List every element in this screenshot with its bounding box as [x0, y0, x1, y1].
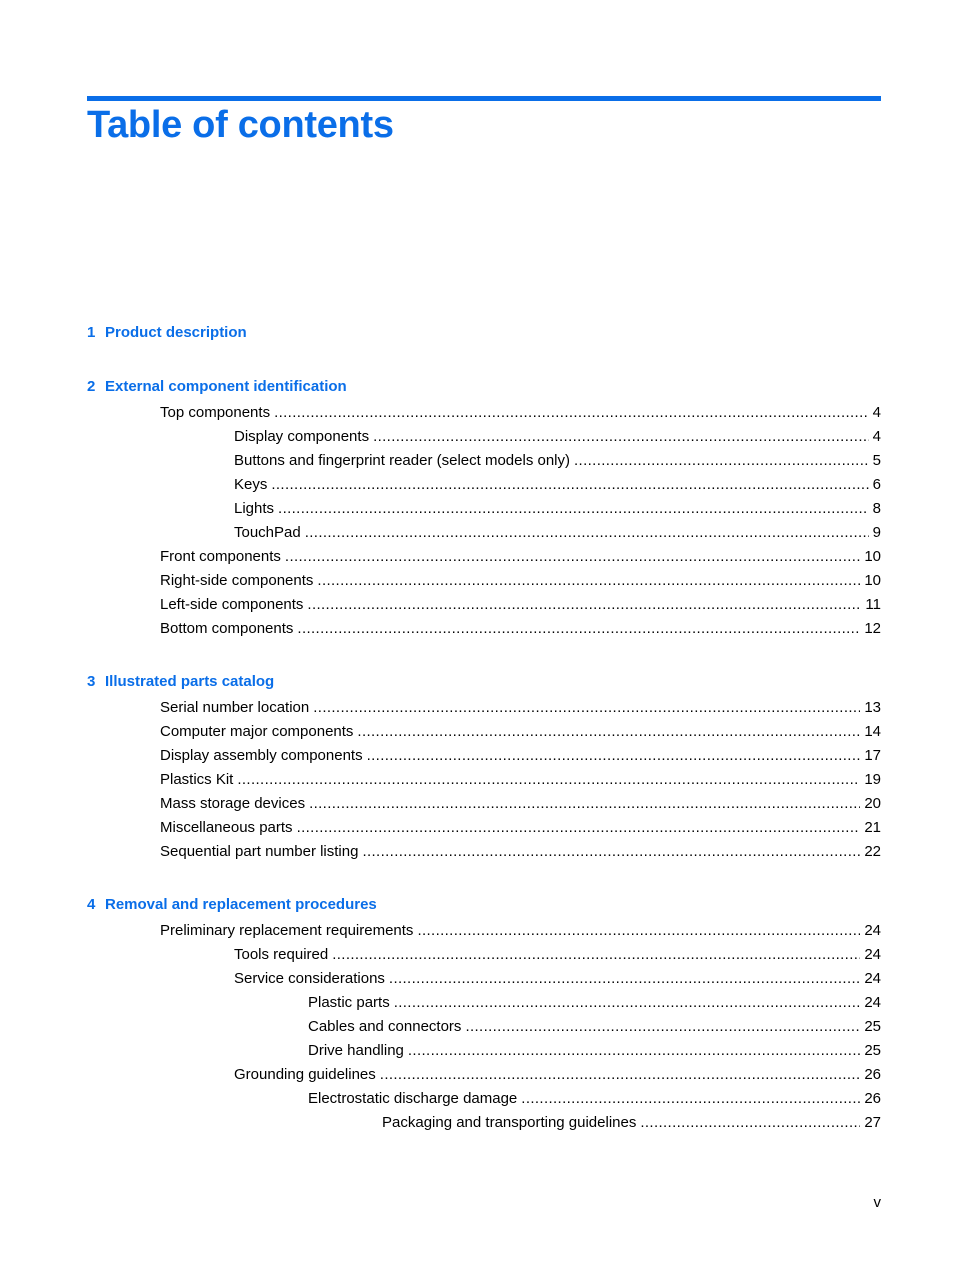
page-number: v — [873, 1194, 881, 1211]
toc-entry[interactable] — [382, 1114, 881, 1132]
dot-leader — [417, 922, 860, 940]
toc-entry[interactable] — [234, 500, 881, 518]
toc-entry[interactable] — [308, 1042, 881, 1060]
dot-leader — [285, 548, 860, 566]
dot-leader — [465, 1018, 860, 1036]
toc-entry[interactable] — [160, 404, 881, 422]
toc-entry-page: 8 — [872, 500, 881, 517]
toc-entry-title: Sequential part number listing — [160, 843, 359, 860]
chapter-number: 2 — [87, 378, 96, 395]
chapter-number: 4 — [87, 896, 96, 913]
toc-entry[interactable] — [234, 476, 881, 494]
toc-entry-page: 24 — [864, 970, 881, 987]
toc-entry[interactable] — [308, 994, 881, 1012]
toc-entry-title: Plastics Kit — [160, 771, 234, 788]
toc-entry-page: 5 — [872, 452, 881, 469]
toc-entry-page: 17 — [864, 747, 881, 764]
toc-entry-page: 14 — [864, 723, 881, 740]
dot-leader — [237, 771, 860, 789]
chapter-heading[interactable] — [87, 896, 377, 914]
dot-leader — [362, 843, 860, 861]
toc-entry-page: 25 — [864, 1018, 881, 1035]
toc-entry-title: Grounding guidelines — [234, 1066, 376, 1083]
toc-entry-title: Bottom components — [160, 620, 294, 637]
toc-entry-page: 24 — [864, 922, 881, 939]
chapter-heading[interactable] — [87, 324, 247, 342]
toc-entry-title: Lights — [234, 500, 275, 517]
toc-entry[interactable] — [308, 1018, 881, 1036]
dot-leader — [307, 596, 861, 614]
toc-entry-title: Packaging and transporting guidelines — [382, 1114, 637, 1131]
dot-leader — [332, 946, 860, 964]
dot-leader — [380, 1066, 861, 1084]
toc-entry[interactable] — [160, 843, 881, 861]
toc-entry[interactable] — [160, 795, 881, 813]
toc-entry-title: Plastic parts — [308, 994, 390, 1011]
toc-entry-page: 6 — [872, 476, 881, 493]
toc-entry[interactable] — [160, 723, 881, 741]
chapter-title: External component identification — [105, 378, 347, 395]
toc-entry[interactable] — [160, 819, 881, 837]
toc-entry-page: 26 — [864, 1066, 881, 1083]
toc-entry[interactable] — [160, 699, 881, 717]
toc-entry-title: Serial number location — [160, 699, 310, 716]
toc-entry-title: Electrostatic discharge damage — [308, 1090, 518, 1107]
toc-entry-title: Right-side components — [160, 572, 314, 589]
toc-entry-title: Computer major components — [160, 723, 354, 740]
toc-entry-title: Drive handling — [308, 1042, 404, 1059]
toc-entry[interactable] — [234, 1066, 881, 1084]
chapter-title: Illustrated parts catalog — [105, 673, 275, 690]
toc-entry-page: 4 — [872, 404, 881, 421]
dot-leader — [373, 428, 869, 446]
toc-entry-title: Display assembly components — [160, 747, 363, 764]
toc-entry[interactable] — [160, 771, 881, 789]
dot-leader — [278, 500, 869, 518]
toc-entry-title: Tools required — [234, 946, 329, 963]
toc-entry-page: 12 — [864, 620, 881, 637]
dot-leader — [271, 476, 868, 494]
toc-entry[interactable] — [160, 620, 881, 638]
chapter-title: Removal and replacement procedures — [105, 896, 377, 913]
toc-entry[interactable] — [234, 524, 881, 542]
toc-entry-page: 19 — [864, 771, 881, 788]
chapter-heading[interactable] — [87, 673, 274, 691]
toc-entry-title: Cables and connectors — [308, 1018, 462, 1035]
toc-entry[interactable] — [234, 452, 881, 470]
dot-leader — [313, 699, 860, 717]
toc-entry-page: 20 — [864, 795, 881, 812]
toc-entry[interactable] — [234, 428, 881, 446]
dot-leader — [305, 524, 869, 542]
toc-entry-title: Preliminary replacement requirements — [160, 922, 414, 939]
dot-leader — [640, 1114, 860, 1132]
chapter-title: Product description — [105, 324, 247, 341]
toc-entry-title: Keys — [234, 476, 268, 493]
toc-entry-page: 26 — [864, 1090, 881, 1107]
dot-leader — [367, 747, 861, 765]
toc-entry-page: 22 — [864, 843, 881, 860]
dot-leader — [297, 620, 860, 638]
toc-entry[interactable] — [160, 572, 881, 590]
dot-leader — [297, 819, 861, 837]
dot-leader — [394, 994, 861, 1012]
chapter-number: 3 — [87, 673, 96, 690]
chapter-number: 1 — [87, 324, 96, 341]
toc-entry-page: 13 — [864, 699, 881, 716]
dot-leader — [274, 404, 869, 422]
toc-entry-title: Miscellaneous parts — [160, 819, 293, 836]
dot-leader — [389, 970, 860, 988]
toc-entry-page: 10 — [864, 572, 881, 589]
toc-entry-title: Front components — [160, 548, 281, 565]
toc-entry-title: Mass storage devices — [160, 795, 306, 812]
toc-entry[interactable] — [160, 596, 881, 614]
chapter-heading[interactable] — [87, 378, 347, 396]
dot-leader — [521, 1090, 860, 1108]
toc-entry-title: Buttons and fingerprint reader (select models only) — [234, 452, 571, 469]
toc-entry-page: 25 — [864, 1042, 881, 1059]
toc-entry-page: 24 — [864, 946, 881, 963]
dot-leader — [574, 452, 869, 470]
toc-entry-title: TouchPad — [234, 524, 301, 541]
toc-entry-page: 27 — [864, 1114, 881, 1131]
page-title: Table of contents — [87, 104, 394, 146]
toc-entry[interactable] — [234, 970, 881, 988]
toc-entry[interactable] — [308, 1090, 881, 1108]
toc-entry-page: 10 — [864, 548, 881, 565]
toc-entry-page: 11 — [865, 596, 881, 613]
dot-leader — [357, 723, 860, 741]
toc-entry-page: 24 — [864, 994, 881, 1011]
toc-entry[interactable] — [160, 922, 881, 940]
toc-entry-page: 9 — [872, 524, 881, 541]
toc-entry[interactable] — [160, 548, 881, 566]
toc-entry-title: Left-side components — [160, 596, 304, 613]
toc-entry[interactable] — [160, 747, 881, 765]
dot-leader — [408, 1042, 860, 1060]
toc-entry[interactable] — [234, 946, 881, 964]
toc-entry-page: 4 — [872, 428, 881, 445]
toc-entry-title: Service considerations — [234, 970, 385, 987]
toc-entry-page: 21 — [864, 819, 881, 836]
toc-entry-title: Top components — [160, 404, 271, 421]
dot-leader — [309, 795, 860, 813]
dot-leader — [317, 572, 860, 590]
toc-entry-title: Display components — [234, 428, 370, 445]
